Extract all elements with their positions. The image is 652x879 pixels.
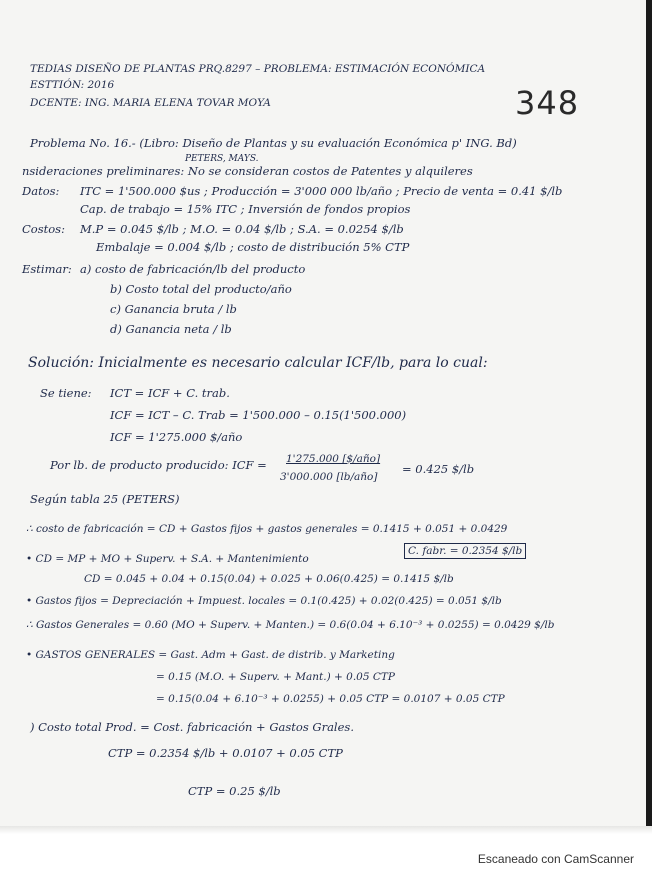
estimate-item-b: b) Costo total del producto/año [110, 282, 292, 296]
estimate-label: Estimar: [22, 262, 72, 276]
general-expenses-step-1: = 0.15 (M.O. + Superv. + Mant.) + 0.05 CTP [156, 671, 395, 683]
estimate-item-a: a) costo de fabricación/lb del producto [80, 262, 306, 276]
data-label: Datos: [22, 184, 60, 198]
fabrication-cost: ∴ costo de fabricación = CD + Gastos fijos + gastos generales = 0.1415 + 0.051 + 0.0429 [26, 523, 508, 535]
per-lb-numerator: 1'275.000 [$/año] [286, 453, 381, 465]
estimate-item-c: c) Ganancia bruta / lb [110, 302, 237, 316]
fixed-costs: • Gastos fijos = Depreciación + Impuest. locales = 0.1(0.425) + 0.02(0.425) = 0.051 $/lb [26, 595, 502, 607]
solution-intro: Solución: Inicialmente es necesario calcular ICF/lb, para lo cual: [28, 355, 488, 371]
estimate-item-d: d) Ganancia neta / lb [110, 322, 232, 336]
data-line-2: Cap. de trabajo = 15% ITC ; Inversión de fondos propios [80, 202, 411, 216]
page-number: 348 [515, 84, 580, 122]
header-line-1: TEDIAS DISEÑO DE PLANTAS PRQ.8297 – PROBLEMA: ESTIMACIÓN ECONÓMICA [30, 63, 486, 75]
per-lb-result: = 0.425 $/lb [402, 462, 475, 476]
cd-calculation: CD = 0.045 + 0.04 + 0.15(0.04) + 0.025 + 0.06(0.425) = 0.1415 $/lb [84, 573, 454, 585]
per-lb-denominator: 3'000.000 [lb/año] [280, 471, 378, 483]
header-line-2: ESTTIÓN: 2016 [30, 79, 115, 91]
scanner-watermark: Escaneado con CamScanner [477, 852, 634, 866]
cd-definition: • CD = MP + MO + Superv. + S.A. + Mantenimiento [26, 553, 309, 565]
costs-line-1: M.P = 0.045 $/lb ; M.O. = 0.04 $/lb ; S.A. = 0.0254 $/lb [80, 222, 404, 236]
se-tiene-label: Se tiene: [40, 386, 92, 400]
data-line-1: ITC = 1'500.000 $us ; Producción = 3'000 000 lb/año ; Precio de venta = 0.41 $/lb [80, 184, 563, 198]
general-costs: ∴ Gastos Generales = 0.60 (MO + Superv. + Manten.) = 0.6(0.04 + 6.10⁻³ + 0.0255) = 0.0429 $/lb [26, 619, 555, 631]
general-expenses-definition: • GASTOS GENERALES = Gast. Adm + Gast. de distrib. y Marketing [26, 649, 395, 661]
ctp-result: CTP = 0.25 $/lb [188, 784, 281, 798]
costs-label: Costos: [22, 222, 65, 236]
equation-icf-result: ICF = 1'275.000 $/año [110, 430, 243, 444]
general-expenses-step-2: = 0.15(0.04 + 6.10⁻³ + 0.0255) + 0.05 CTP = 0.0107 + 0.05 CTP [156, 693, 505, 705]
problem-title-authors: PETERS, MAYS. [185, 154, 259, 164]
equation-icf: ICF = ICT – C. Trab = 1'500.000 – 0.15(1'500.000) [110, 408, 407, 422]
per-lb-label: Por lb. de producto producido: ICF = [50, 458, 267, 472]
problem-title: Problema No. 16.- (Libro: Diseño de Plantas y su evaluación Económica p' ING. Bd) [30, 136, 517, 150]
header-line-3: DCENTE: ING. MARIA ELENA TOVAR MOYA [30, 97, 271, 109]
fabrication-result: C. fabr. = 0.2354 $/lb [404, 543, 526, 559]
ctp-equation: CTP = 0.2354 $/lb + 0.0107 + 0.05 CTP [108, 746, 343, 760]
table-reference: Según tabla 25 (PETERS) [30, 492, 180, 506]
equation-ict: ICT = ICF + C. trab. [110, 386, 230, 400]
page-edge [0, 826, 652, 834]
considerations: nsideraciones preliminares: No se consideran costos de Patentes y alquileres [22, 164, 473, 178]
total-cost-definition: ) Costo total Prod. = Cost. fabricación + Gastos Grales. [30, 720, 354, 734]
costs-line-2: Embalaje = 0.004 $/lb ; costo de distribución 5% CTP [96, 240, 410, 254]
